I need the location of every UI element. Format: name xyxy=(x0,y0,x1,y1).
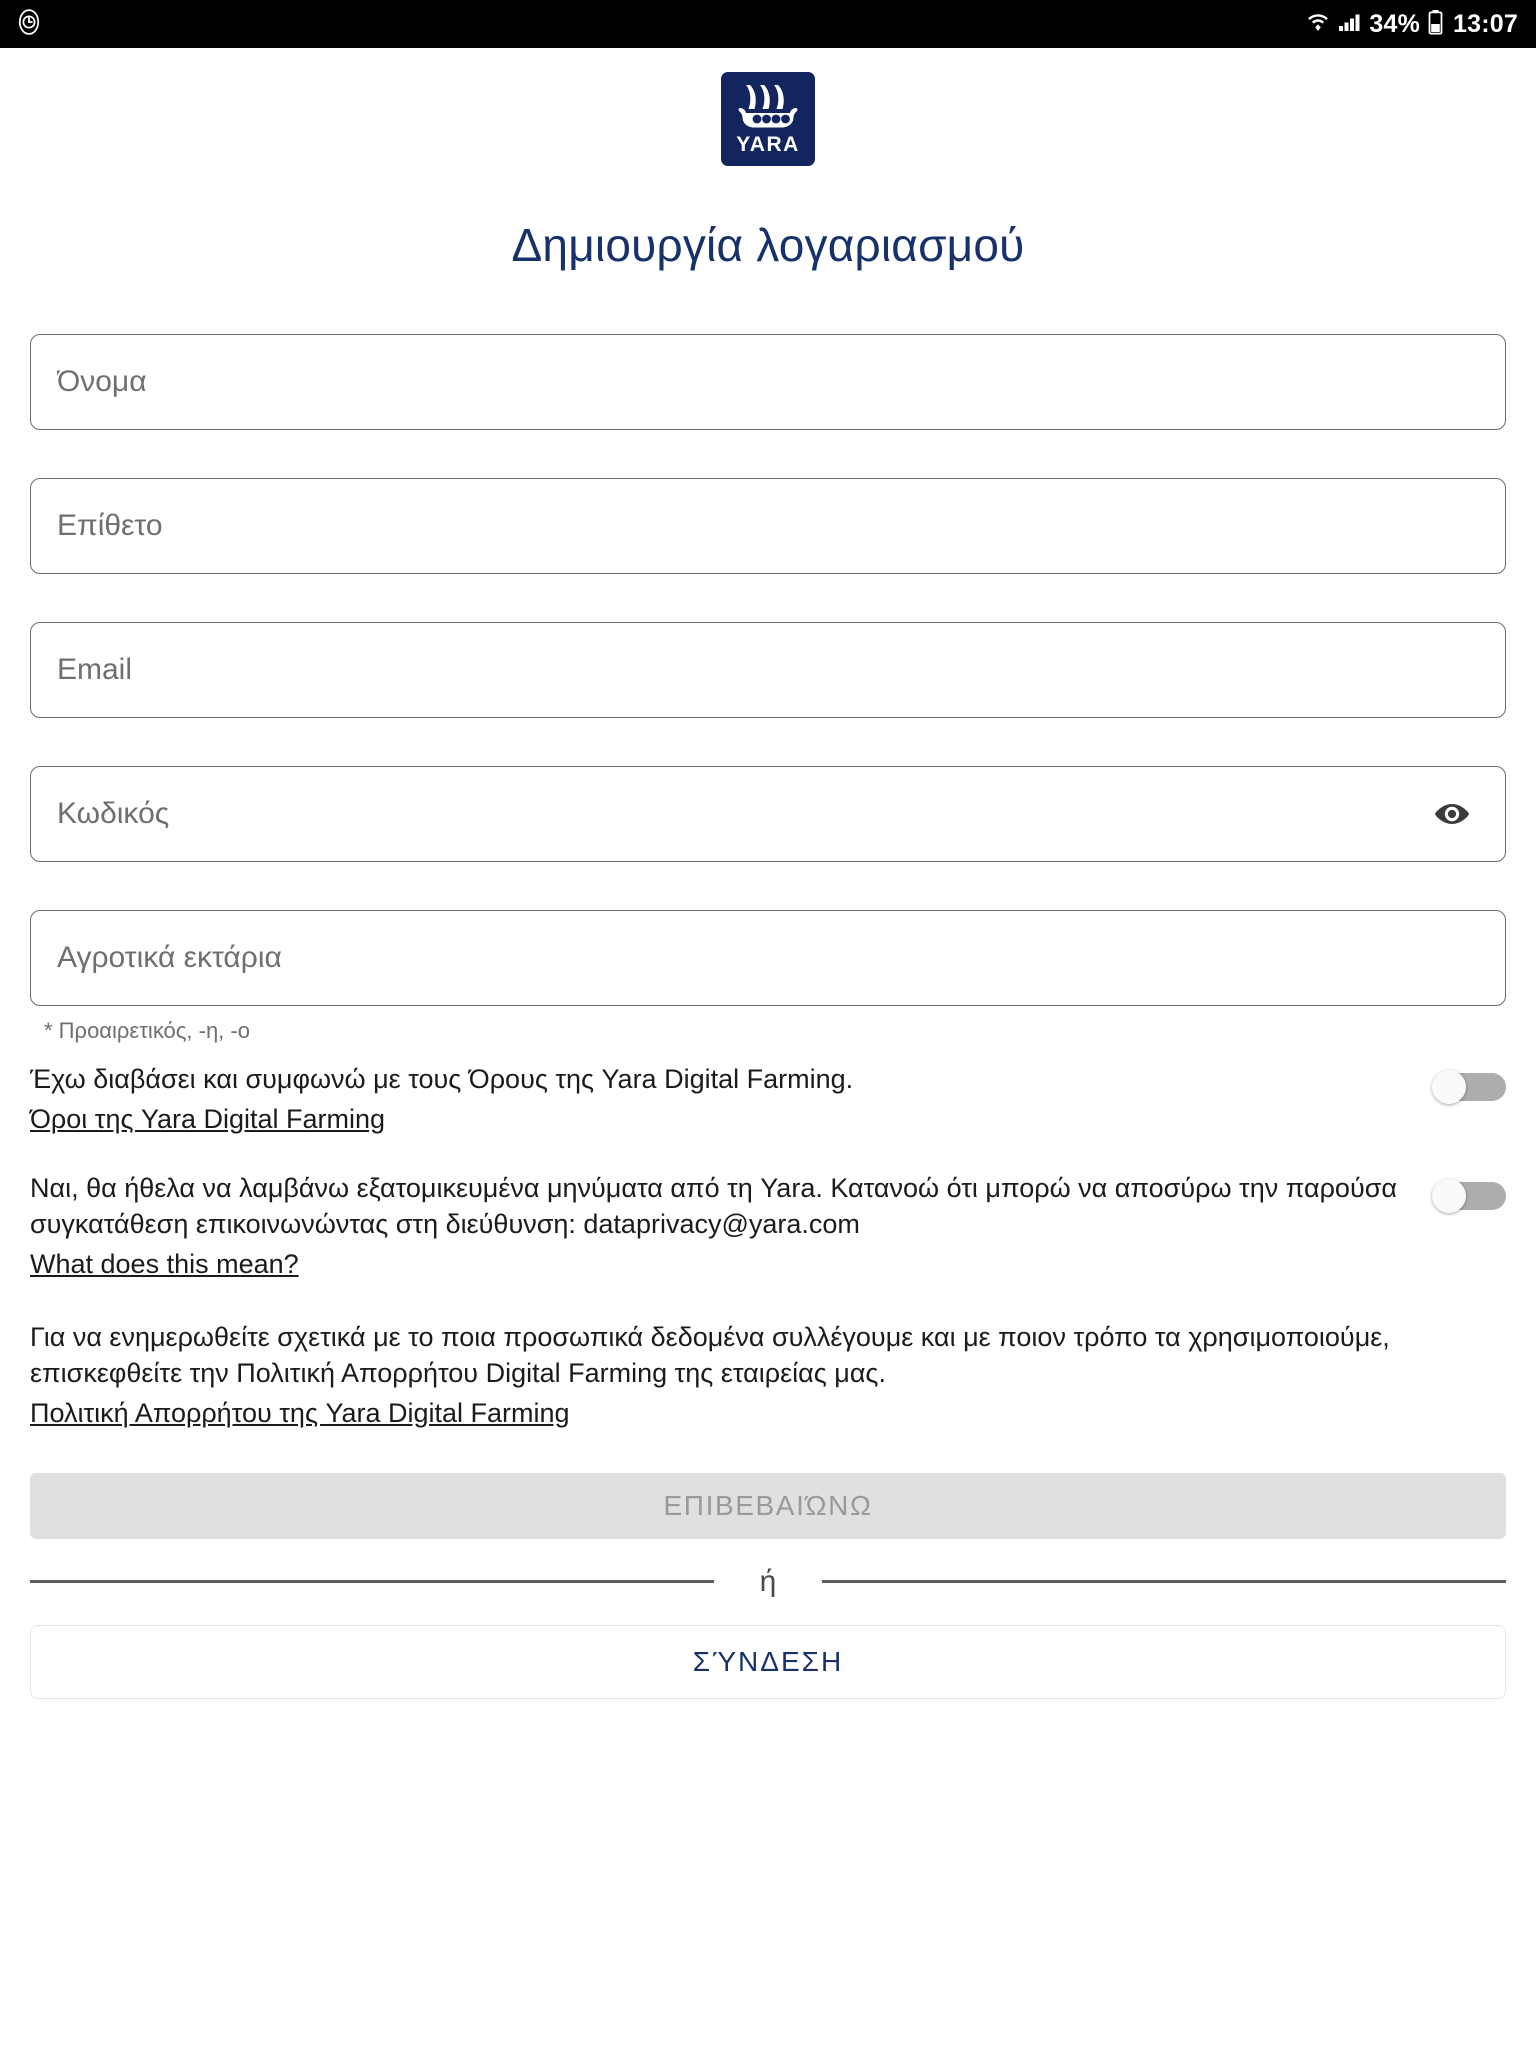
optional-hint: * Προαιρετικός, -η, -ο xyxy=(44,1018,250,1043)
toggle-knob xyxy=(1432,1070,1466,1104)
divider-line-right xyxy=(822,1580,1506,1583)
farm-hectares-field-wrap xyxy=(30,910,1506,1044)
marketing-consent-row xyxy=(30,1171,1506,1280)
email-input[interactable] xyxy=(30,622,1506,718)
privacy-policy-link[interactable]: Πολιτική Απορρήτου της Yara Digital Farming xyxy=(30,1397,570,1428)
logo-container xyxy=(30,72,1506,166)
privacy-policy-block xyxy=(30,1320,1506,1429)
login-button[interactable]: ΣΎΝΔΕΣΗ xyxy=(30,1625,1506,1699)
password-field-wrap xyxy=(30,766,1506,862)
viking-ship-icon xyxy=(732,80,804,132)
clock-time: 13:07 xyxy=(1453,9,1518,38)
last-name-input[interactable] xyxy=(30,478,1506,574)
wifi-icon xyxy=(1307,10,1329,39)
signup-page xyxy=(0,72,1536,1699)
toggle-knob xyxy=(1432,1179,1466,1213)
farm-hectares-input[interactable] xyxy=(30,910,1506,1006)
first-name-field-wrap xyxy=(30,334,1506,430)
email-field-wrap xyxy=(30,622,1506,718)
divider-row xyxy=(30,1564,1506,1598)
logo-wordmark: YARA xyxy=(736,133,800,156)
status-bar-right xyxy=(1307,9,1518,40)
status-bar xyxy=(0,0,1536,48)
alarm-clock-icon xyxy=(16,9,42,40)
marketing-consent-text-block xyxy=(30,1171,1408,1280)
terms-consent-text: Έχω διαβάσει και συμφωνώ με τους Όρους της Yara Digital Farming. xyxy=(30,1064,854,1094)
privacy-policy-text: Για να ενημερωθείτε σχετικά με το ποια προσωπικά δεδομένα συλλέγουμε και με ποιον τρόπο τα χρησιμοποιούμε, επισκεφθείτε την Πολιτική Απορρήτου Digital Farming της εταιρείας μας. xyxy=(30,1321,1390,1388)
eye-icon[interactable] xyxy=(1428,790,1476,838)
terms-link[interactable]: Όροι της Yara Digital Farming xyxy=(30,1103,386,1134)
page-title: Δημιουργία λογαριασμού xyxy=(511,219,1025,271)
marketing-consent-text: Ναι, θα ήθελα να λαμβάνω εξατομικευμένα μηνύματα από τη Yara. Κατανοώ ότι μπορώ να αποσύρω την παρούσα συγκατάθεση επικοινωνώντας στη διεύθυνση: dataprivacy@yara.com xyxy=(30,1172,1397,1239)
first-name-input[interactable] xyxy=(30,334,1506,430)
cellular-signal-icon xyxy=(1337,10,1361,39)
status-bar-left xyxy=(16,9,42,40)
marketing-consent-toggle[interactable] xyxy=(1432,1179,1506,1213)
battery-icon xyxy=(1428,9,1443,40)
divider-label: ή xyxy=(759,1564,777,1598)
signup-form xyxy=(30,334,1506,1699)
terms-consent-text-block xyxy=(30,1062,1408,1135)
last-name-field-wrap xyxy=(30,478,1506,574)
battery-percent-label: 34% xyxy=(1369,9,1421,38)
terms-consent-row xyxy=(30,1062,1506,1135)
what-does-this-mean-link[interactable]: What does this mean? xyxy=(30,1248,299,1279)
yara-logo xyxy=(721,72,815,166)
terms-consent-toggle[interactable] xyxy=(1432,1070,1506,1104)
divider-line-left xyxy=(30,1580,714,1583)
password-input[interactable] xyxy=(30,766,1506,862)
confirm-button[interactable]: ΕΠΙΒΕΒΑΙΏΝΩ xyxy=(30,1473,1506,1539)
